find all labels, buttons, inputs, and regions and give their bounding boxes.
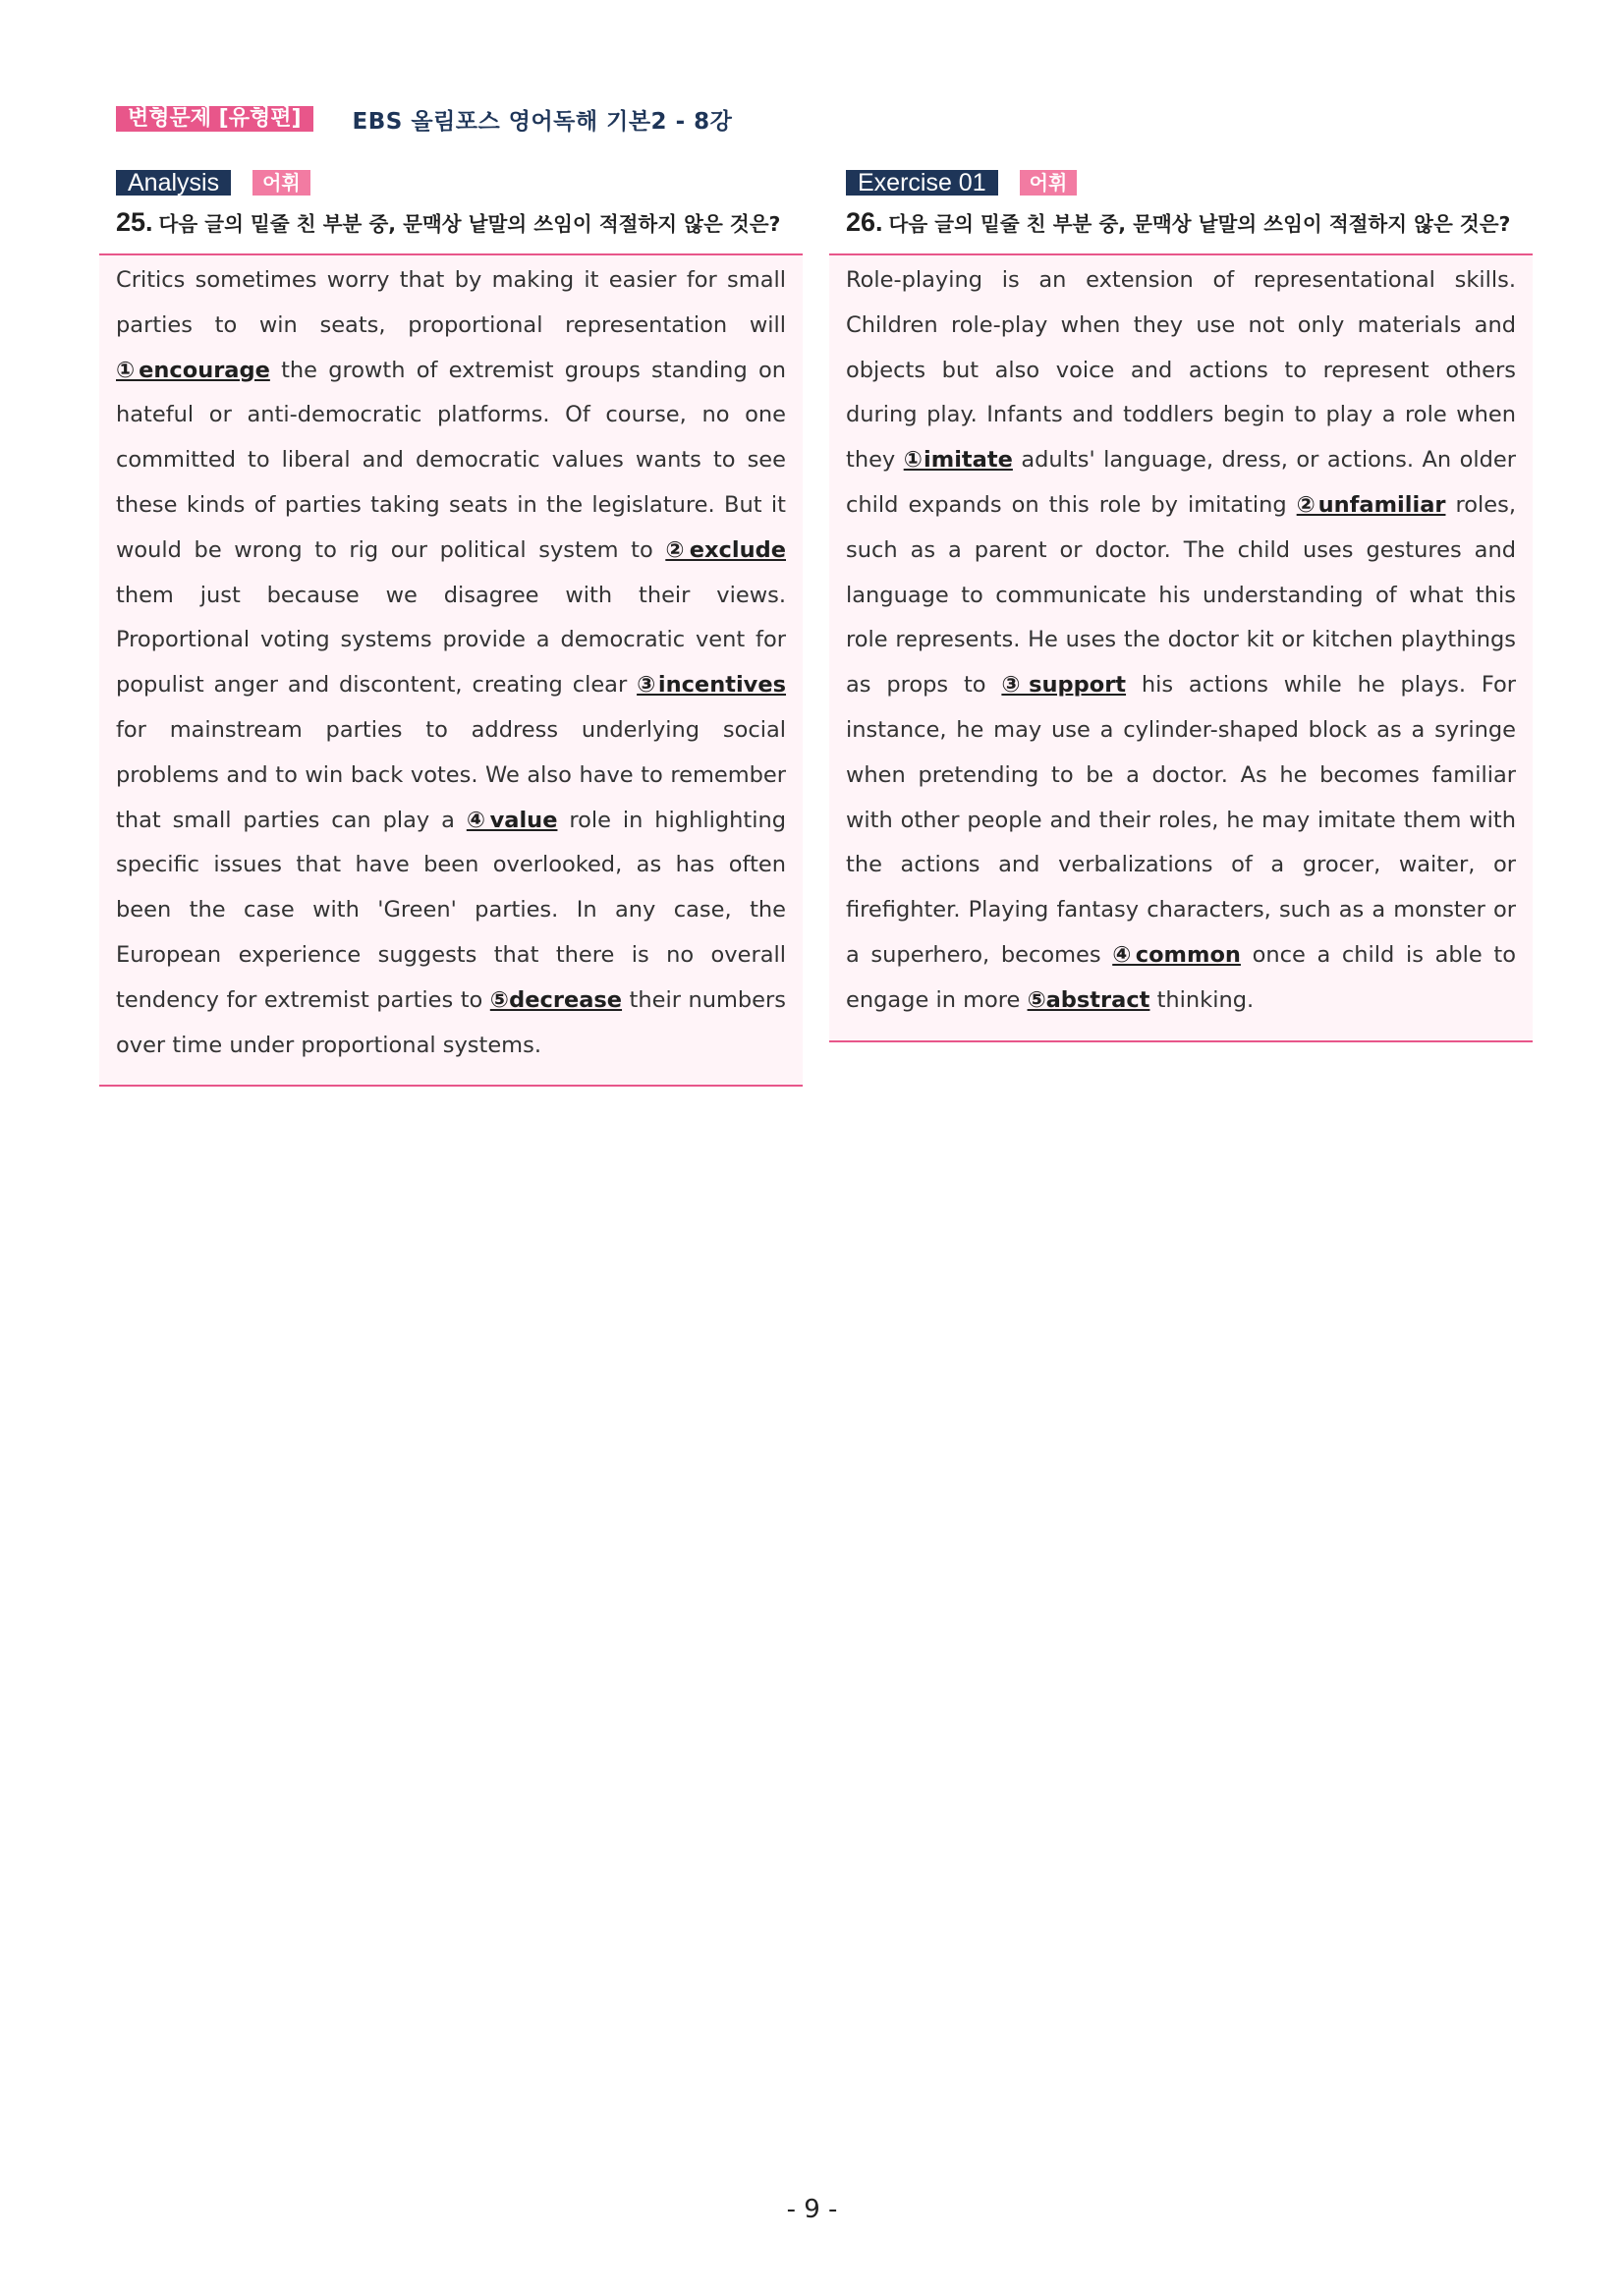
question-prompt: 다음 글의 밑줄 친 부분 중, 문맥상 낱말의 쓰임이 적절하지 않은 것은? [158, 212, 781, 236]
left-column [99, 169, 803, 1087]
section-label: Exercise 01 [846, 170, 998, 196]
problem-type-tag: 변형문제 [유형편] [116, 106, 313, 132]
underlined-choice: ①imitate [903, 447, 1013, 474]
left-labels [99, 169, 803, 196]
underlined-choice: ③support [1001, 672, 1127, 699]
underlined-choice: ⑤decrease [489, 986, 623, 1013]
underlined-choice: ②unfamiliar [1296, 491, 1446, 518]
passage-text: Role-playing is an extension of representational skills. Children role-play when they use not only materials and objects but also voice and actions to represent others during play. Infants and toddlers begin to play a role when they [846, 267, 1516, 474]
passage-text: adults' language, dress, or actions. An older child expands on this role by imitating [846, 447, 1516, 518]
passage [99, 253, 803, 1087]
passage-text: them just because we disagree with their views. Proportional voting systems provide a democratic vent for populist anger and discontent, creating clear [116, 582, 786, 699]
underlined-choice: ②exclude [665, 536, 786, 563]
underlined-choice: ④value [466, 807, 558, 833]
right-column [829, 169, 1533, 1042]
underlined-choice: ③incentives [637, 672, 787, 699]
passage-text: role in highlighting specific issues that have been overlooked, as has often been the case with 'Green' parties. In any case, the European experience suggests that there is no overall tendency for extremist parties to [116, 807, 786, 1013]
passage [829, 253, 1533, 1042]
question-number: 26. [846, 207, 883, 237]
passage-text: once a child is able to engage in more [846, 941, 1516, 1013]
underlined-choice: ⑤abstract [1027, 986, 1150, 1013]
passage-text: thinking. [1149, 986, 1255, 1013]
passage-text: the growth of extremist groups standing on hateful or anti-democratic platforms. Of course, no one committed to liberal and democratic values wants to see these kinds of parties taking seats in the legislature. But it would be wrong to rig our political system to [116, 357, 786, 563]
passage-text: roles, such as a parent or doctor. The child uses gestures and language to communicate his understanding of what this role represents. He uses the doctor kit or kitchen playthings as props to [846, 491, 1516, 699]
underlined-choice: ④common [1112, 941, 1241, 968]
passage-text: for mainstream parties to address underlying social problems and to win back votes. We also have to remember that small parties can play a [116, 716, 786, 833]
page-number: - 9 - [786, 2195, 838, 2224]
category-tag: 어휘 [1020, 170, 1078, 196]
underlined-choice: ①encourage [116, 357, 270, 383]
passage-text: Critics sometimes worry that by making it easier for small parties to win seats, proportional representation will [116, 267, 786, 338]
category-tag: 어휘 [252, 170, 310, 196]
passage-text: their numbers over time under proportional systems. [116, 986, 786, 1058]
question-text [829, 204, 1524, 243]
question-text [99, 204, 794, 243]
question-number: 25. [116, 207, 153, 237]
section-label: Analysis [116, 170, 231, 196]
right-labels [829, 169, 1533, 196]
question-prompt: 다음 글의 밑줄 친 부분 중, 문맥상 낱말의 쓰임이 적절하지 않은 것은? [888, 212, 1511, 236]
page-header [116, 104, 732, 134]
passage-text: his actions while he plays. For instance, he may use a cylinder-shaped block as a syringe when pretending to be a doctor. As he becomes familiar with other people and their roles, he may imitate them with the actions and verbalizations of a grocer, waiter, or firefighter. Playing fantasy characters, such as a monster or a superhero, becomes [846, 672, 1516, 968]
page-title: EBS 올림포스 영어독해 기본2 - 8강 [352, 108, 733, 135]
